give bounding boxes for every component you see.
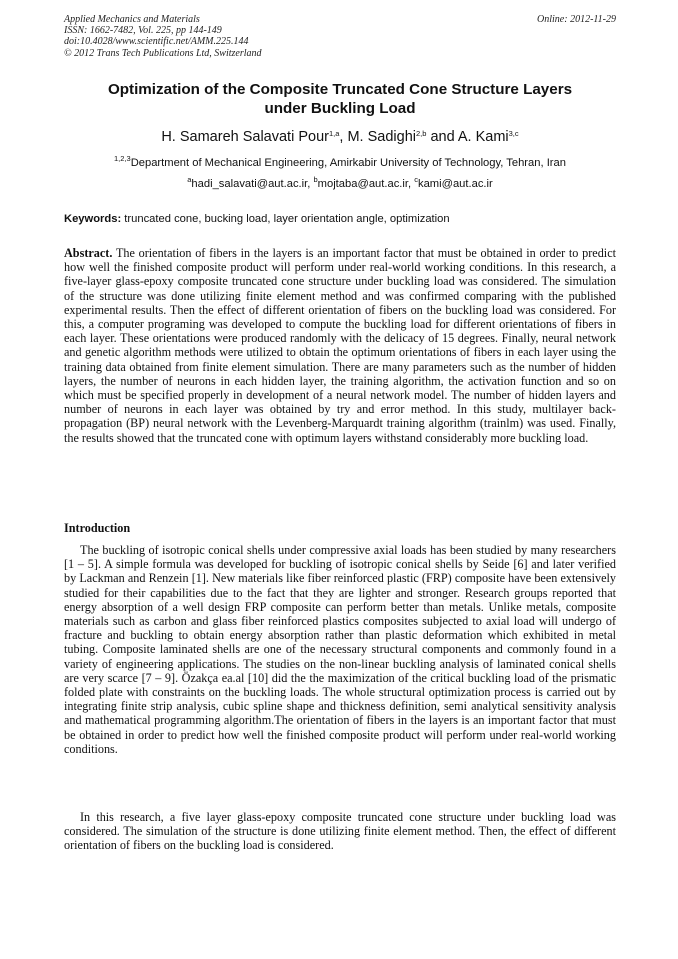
email-address: hadi_salavati@aut.ac.ir: [191, 178, 308, 190]
author-emails: [64, 177, 616, 191]
author-separator: ,: [339, 129, 348, 145]
section-heading-introduction: Introduction: [64, 521, 131, 535]
author-superscript: 1,a: [328, 129, 340, 138]
introduction-paragraph-2: In this research, a five layer glass-epoxy composite truncated cone structure under buckling load was considered. The simulation of the structure is done utilizing finite element method. Then, the effect of different orientation of fibers on the buckling load is considered.: [64, 810, 616, 853]
affiliation-superscript: 1,2,3: [114, 154, 131, 163]
author-name: H. Samareh Salavati Pour: [161, 129, 329, 145]
keywords: [64, 212, 616, 226]
author-list: [64, 128, 616, 146]
journal-copyright: © 2012 Trans Tech Publications Ltd, Switzerland: [64, 47, 262, 59]
author-separator: and: [426, 129, 458, 145]
affiliation: [64, 156, 616, 170]
abstract: [64, 246, 616, 445]
keywords-text: truncated cone, bucking load, layer orientation angle, optimization: [121, 213, 450, 225]
email-address: kami@aut.ac.ir: [417, 178, 493, 190]
affiliation-text: Department of Mechanical Engineering, Amirkabir University of Technology, Tehran, Iran: [130, 157, 566, 169]
email-separator: ,: [408, 178, 415, 190]
paper-title-line-2: under Buckling Load: [264, 100, 416, 117]
paper-title: [64, 80, 616, 118]
email-superscript: a: [187, 175, 192, 184]
author-superscript: 3,c: [508, 129, 519, 138]
email-address: mojtaba@aut.ac.ir: [317, 178, 408, 190]
abstract-label: Abstract.: [64, 246, 113, 260]
paper-title-line-1: Optimization of the Composite Truncated Cone Structure Layers: [107, 81, 573, 98]
online-date: Online: 2012-11-29: [537, 14, 616, 25]
email-separator: ,: [307, 178, 314, 190]
introduction-paragraph-1: The buckling of isotropic conical shells under compressive axial loads has been studied by many researchers [1 – 5]. A simple formula was developed for buckling of isotropic conical shells by Seide [6] and later verified by Lackman and Renzein [1]. New materials like fiber reinforced plastic (FRP) composite have been extensively studied for their capabilities due to the fact that they are lighter and stronger. Research groups reported that energy absorption of a well design FRP composite can perform better than metals. Unlike metals, composite materials such as carbon and glass fiber reinforced plastics composites subjected to axial load will undergo of fracture and buckling to obtain energy absorption rather than plastic deformation which exhibited in metal tubing. Composite laminated shells are one of the necessary structural components and commonly found in a variety of engineering applications. The studies on the non-linear buckling analysis of laminated conical shells are very scarce [7 – 9]. Özakça ea.al [10] did the the maximization of the critical buckling load of the prismatic folded plate with constraints on the buckling loads. The whole structural optimization process is carried out by integrating finite strip analysis, cubic spline shape and thickness definition, semi analytical sensitivity analysis and mathematical programming algorithm.The orientation of fibers in the layers is an important factor that must be obtained in order to predict how well the finished composite product will perform under real-world working conditions.: [64, 543, 616, 756]
keywords-label: Keywords:: [64, 213, 122, 225]
journal-header: [64, 14, 616, 59]
author-name: A. Kami: [457, 129, 509, 145]
email-superscript: b: [313, 175, 318, 184]
journal-doi: doi:10.4028/www.scientific.net/AMM.225.144: [64, 36, 249, 48]
author-superscript: 2,b: [415, 129, 427, 138]
author-name: M. Sadighi: [347, 129, 416, 145]
journal-issn: ISSN: 1662-7482, Vol. 225, pp 144-149: [64, 25, 222, 37]
email-superscript: c: [414, 175, 418, 184]
journal-name: Applied Mechanics and Materials: [64, 14, 200, 25]
abstract-text: The orientation of fibers in the layers is an important factor that must be obtained in order to predict how well the finished composite product will perform under real-world working conditions. In this research, a five-layer glass-epoxy composite truncated cone structure under buckling load was considered. The simulation of the structure was done utilizing finite element method and was confirmed comparing with the published experimental results. Then the effect of different orientation of fibers on the buckling load was considered. For this, a computer programing was developed to compute the buckling load for different orientations of fibers in each layer. These orientations were produced randomly with the delicacy of 15 degrees. Finally, neural network and genetic algorithm methods were utilized to obtain the optimum orientations of fibers in each layer using the training data obtained from finite element simulation. There are many parameters such as the number of hidden layers, the number of neurons in each hidden layer, the training algorithm, the activation function and so on which must be specified properly in development of a neural network model. The number of hidden layers and number of neurons in each layer was obtained by try and error method. In this study, multilayer back-propagation (BP) neural network with the Levenberg-Marquardt training algorithm (trainlm) was used. Finally, the results showed that the truncated cone with optimum layers withstand considerably more buckling load.: [64, 246, 616, 445]
